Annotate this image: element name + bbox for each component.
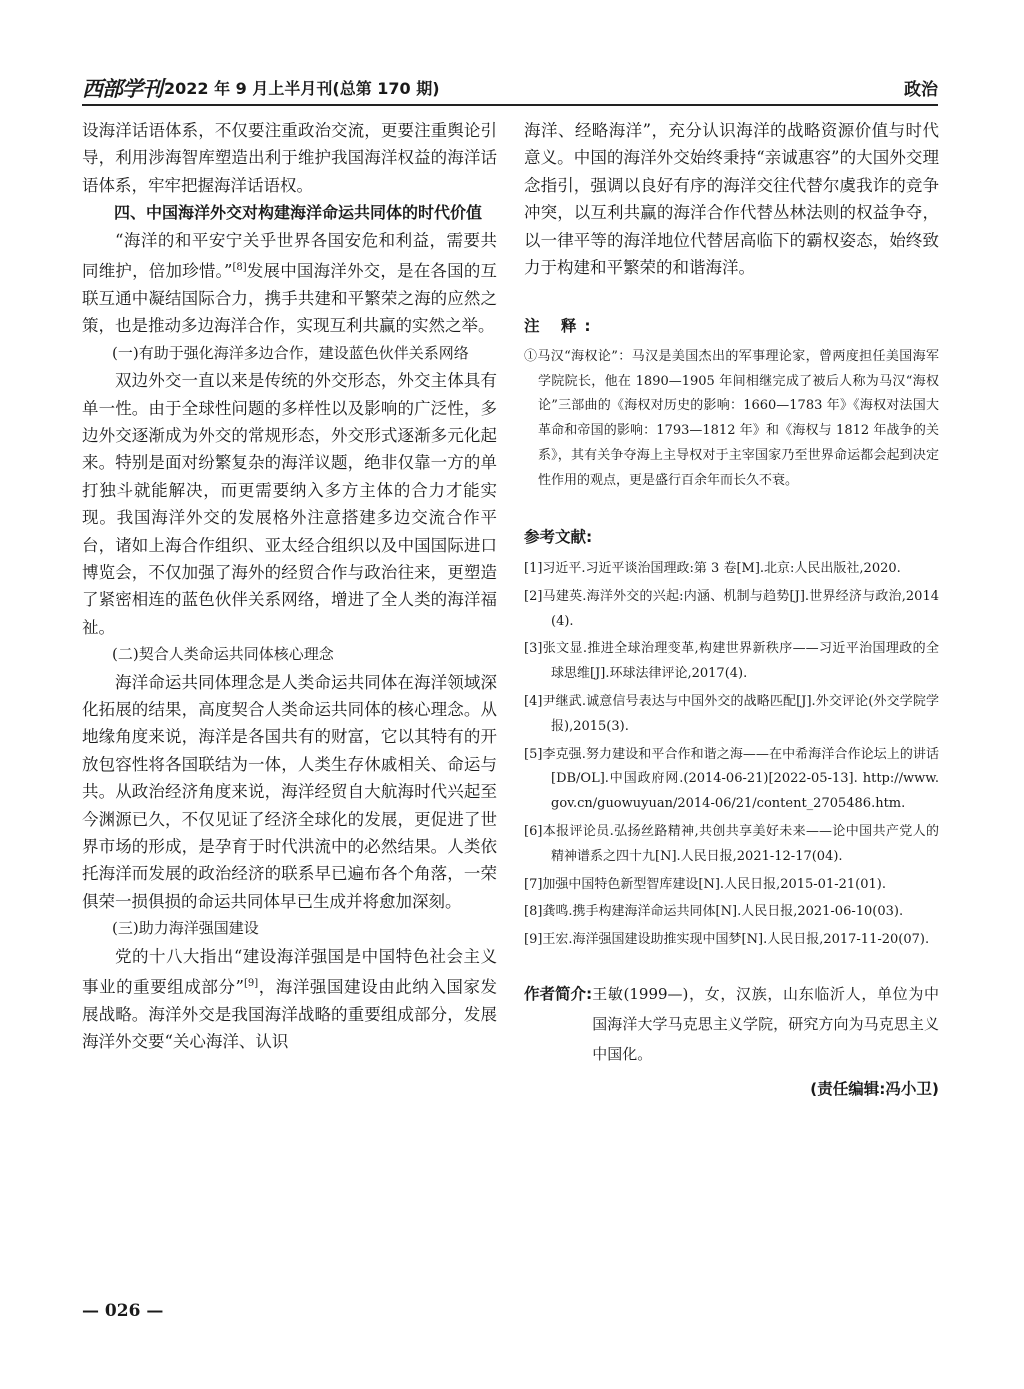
issue-info: 2022 年 9 月上半月刊(总第 170 期) bbox=[164, 79, 440, 98]
section-name: 政治 bbox=[904, 80, 938, 100]
right-column bbox=[524, 117, 939, 1099]
paragraph-text: 党的十八大指出“建设海洋强国是中国特色社会主义事业的重要组成部分” bbox=[82, 946, 497, 997]
notes-title: 注 释: bbox=[524, 317, 599, 336]
author-bio-text: 王敏(1999—)，女，汉族，山东临沂人，单位为中国海洋大学马克思主义学院，研究方向为马克思主义中国化。 bbox=[592, 984, 939, 1063]
paragraph-text: “海洋的和平安宁关乎世界各国安危和利益，需要共同维护，倍加珍惜。” bbox=[82, 230, 497, 281]
paragraph: 海洋命运共同体理念是人类命运共同体在海洋领域深化拓展的结果，高度契合人类命运共同体的核心理念。从地缘角度来说，海洋是各国共有的财富，它以其特有的开放包容性将各国联结为一体，人类生存休戚相关、命运与共。从政治经济角度来说，海洋经贸自大航海时代兴起至今渊源已久，不仅见证了经济全球化的发展，更促进了世界市场的形成，是孕育于时代洪流中的必然结果。人类依托海洋而发展的政治经济的联系早已遍布各个角落，一荣俱荣一损俱损的命运共同体早已生成并将愈加深刻。 bbox=[82, 672, 497, 911]
paragraph bbox=[82, 943, 497, 1056]
reference-item: [8]龚鸣.携手构建海洋命运共同体[N].人民日报,2021-06-10(03). bbox=[524, 904, 904, 920]
paragraph-text: ，海洋强国建设由此纳入国家发展战略。海洋外交是我国海洋战略的重要组成部分，发展海洋外交要“关心海洋、认识 bbox=[82, 977, 498, 1052]
references-list bbox=[524, 557, 939, 953]
reference-item: [5]李克强.努力建设和平合作和谐之海——在中希海洋合作论坛上的讲话[DB/OL].中国政府网.(2014-06-21)[2022-05-13]. http://www.gov.cn/guowuyuan/2014-06/21/content_2705486.htm. bbox=[524, 746, 939, 812]
subsection-heading: (三)助力海洋强国建设 bbox=[112, 919, 259, 938]
journal-logo: 西部学刊 bbox=[82, 76, 162, 101]
note-item: ①马汉“海权论”：马汉是美国杰出的军事理论家，曾两度担任美国海军学院院长，他在 1890—1905 年间相继完成了被后人称为马汉“海权论”三部曲的《海权对历史的影响：1660—1783 年》《海权对法国大革命和帝国的影响：1793—1812 年》和《海权与 1812 年战争的关系》，其有关争夺海上主导权对于主宰国家乃至世界命运都会起到决定性作用的观点，更是盛行百余年而长久不衰。 bbox=[524, 348, 939, 488]
reference-item: [2]马建英.海洋外交的兴起:内涵、机制与趋势[J].世界经济与政治,2014(4). bbox=[524, 588, 939, 629]
reference-item: [3]张文显.推进全球治理变革,构建世界新秩序——习近平治国理政的全球思维[J].环球法律评论,2017(4). bbox=[524, 641, 939, 682]
author-bio-label: 作者简介: bbox=[524, 984, 593, 1003]
subsection-heading: (一)有助于强化海洋多边合作，建设蓝色伙伴关系网络 bbox=[112, 343, 469, 362]
reference-item: [9]王宏.海洋强国建设助推实现中国梦[N].人民日报,2017-11-20(07). bbox=[524, 932, 930, 948]
references-title: 参考文献: bbox=[524, 527, 593, 546]
page-header bbox=[82, 70, 938, 106]
reference-item: [7]加强中国特色新型智库建设[N].人民日报,2015-01-21(01). bbox=[524, 876, 886, 892]
paragraph bbox=[82, 227, 497, 340]
paragraph: 设海洋话语体系，不仅要注重政治交流，更要注重舆论引导，利用涉海智库塑造出利于维护我国海洋权益的海洋话语体系，牢牢把握海洋话语权。 bbox=[82, 121, 497, 195]
paragraph: 双边外交一直以来是传统的外交形态，外交主体具有单一性。由于全球性问题的多样性以及影响的广泛性，多边外交逐渐成为外交的常规形态，外交形式逐渐多元化起来。特别是面对纷繁复杂的海洋议题，绝非仅靠一方的单打独斗就能解决，而更需要纳入多方主体的合力才能实现。我国海洋外交的发展格外注意搭建多边交流合作平台，诸如上海合作组织、亚太经合组织以及中国国际进口博览会，不仅加强了海外的经贸合作与政治往来，更塑造了紧密相连的蓝色伙伴关系网络，增进了全人类的海洋福祉。 bbox=[82, 371, 497, 637]
reference-item: [1]习近平.习近平谈治国理政:第 3 卷[M].北京:人民出版社,2020. bbox=[524, 561, 901, 577]
page-number: — 026 — bbox=[82, 1301, 164, 1321]
reference-item: [4]尹继武.诚意信号表达与中国外交的战略匹配[J].外交评论(外交学院学报),2015(3). bbox=[524, 694, 939, 734]
paragraph-text: 发展中国海洋外交，是在各国的互联互通中凝结国际合力，携手共建和平繁荣之海的应然之策，也是推动多边海洋合作，实现互利共赢的实然之举。 bbox=[82, 261, 498, 336]
citation-mark: [9] bbox=[243, 978, 259, 990]
citation-mark: [8] bbox=[232, 262, 247, 274]
subsection-heading: (二)契合人类命运共同体核心理念 bbox=[112, 645, 334, 664]
responsible-editor: (责任编辑:冯小卫) bbox=[810, 1079, 939, 1098]
reference-item: [6]本报评论员.弘扬丝路精神,共创共享美好未来——论中国共产党人的精神谱系之四十九[N].人民日报,2021-12-17(04). bbox=[524, 824, 939, 864]
paragraph: 海洋、经略海洋”，充分认识海洋的战略资源价值与时代意义。中国的海洋外交始终秉持“亲诚惠容”的大国外交理念指引，强调以良好有序的海洋交往代替尔虞我诈的竞争冲突，以互利共赢的海洋合作代替丛林法则的权益争夺，以一律平等的海洋地位代替居高临下的霸权姿态，始终致力于构建和平繁荣的和谐海洋。 bbox=[524, 121, 939, 278]
section-heading: 四、中国海洋外交对构建海洋命运共同体的时代价值 bbox=[114, 203, 483, 223]
left-column bbox=[82, 117, 497, 1056]
author-bio bbox=[524, 979, 939, 1069]
